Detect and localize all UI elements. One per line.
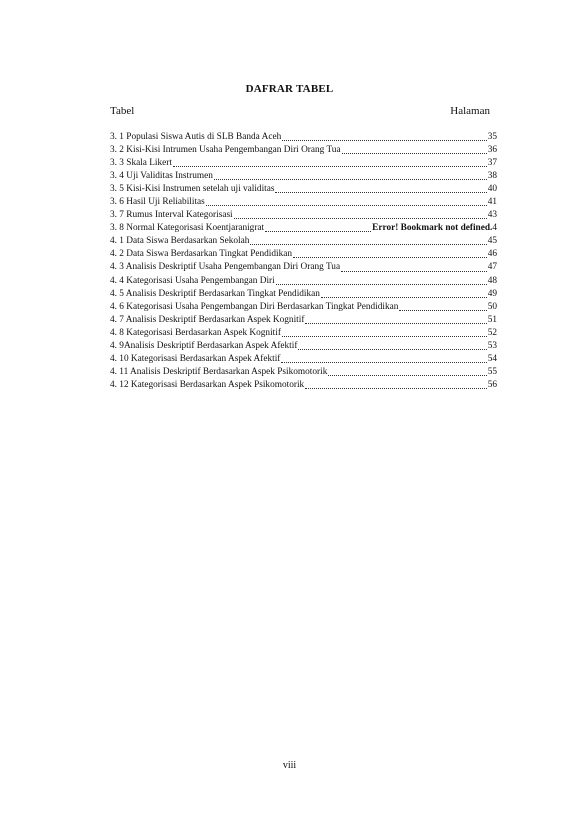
dot-leader <box>305 388 487 389</box>
toc-entry[interactable] <box>110 275 497 288</box>
dot-leader <box>293 257 487 258</box>
dot-leader <box>341 271 487 272</box>
toc-entry-label: 4. 2 Data Siswa Berdasarkan Tingkat Pendidikan <box>110 249 293 260</box>
dot-leader <box>234 218 487 219</box>
toc-entry[interactable] <box>110 157 497 170</box>
dot-leader <box>275 192 486 193</box>
dot-leader <box>281 362 486 363</box>
toc-entry-page: 36 <box>487 145 497 156</box>
dot-leader <box>250 244 486 245</box>
toc-entry-label: 4. 11 Analisis Deskriptif Berdasarkan Aspek Psikomotorik <box>110 366 328 377</box>
dot-leader <box>276 284 487 285</box>
toc-entry-label: 4. 5 Analisis Deskriptif Berdasarkan Tingkat Pendidikan <box>110 288 320 299</box>
toc-entry[interactable] <box>110 235 497 248</box>
dot-leader <box>321 297 487 298</box>
toc-entry-label: 4. 4 Kategorisasi Usaha Pengembangan Diri <box>110 275 275 286</box>
toc-entry-page: 4 <box>492 223 497 234</box>
dot-leader <box>399 310 486 311</box>
dot-leader <box>173 166 487 167</box>
dot-leader <box>282 140 486 141</box>
dot-leader <box>206 205 487 206</box>
toc-entry-page: 52 <box>487 327 497 338</box>
table-list <box>110 131 497 392</box>
toc-entry[interactable] <box>110 327 497 340</box>
toc-entry[interactable] <box>110 288 497 301</box>
toc-entry[interactable] <box>110 314 497 327</box>
toc-entry[interactable] <box>110 353 497 366</box>
toc-entry[interactable] <box>110 340 497 353</box>
dot-leader <box>214 179 487 180</box>
toc-entry-label: 4. 9Analisis Deskriptif Berdasarkan Aspek Afektif <box>110 340 298 351</box>
toc-entry-page: 38 <box>487 171 497 182</box>
toc-entry-page: 49 <box>487 288 497 299</box>
toc-entry-label: 3. 6 Hasil Uji Reliabilitas <box>110 197 205 208</box>
page-number: viii <box>282 760 297 771</box>
toc-entry-label: 4. 8 Kategorisasi Berdasarkan Aspek Kognitif <box>110 327 281 338</box>
toc-entry-label: 4. 12 Kategorisasi Berdasarkan Aspek Psikomotorik <box>110 379 305 390</box>
toc-entry-page: 41 <box>487 197 497 208</box>
dot-leader <box>265 231 371 232</box>
toc-entry-label: 4. 7 Analisis Deskriptif Berdasarkan Aspek Kognitif <box>110 314 305 325</box>
toc-entry-page: 43 <box>487 210 497 221</box>
toc-entry[interactable] <box>110 261 497 274</box>
page-title: DAFRAR TABEL <box>245 83 334 95</box>
bookmark-error-text: Error! Bookmark not defined. <box>372 223 493 234</box>
toc-entry-page: 37 <box>487 158 497 169</box>
toc-entry[interactable] <box>110 183 497 196</box>
toc-entry[interactable] <box>110 196 497 209</box>
toc-entry-page: 56 <box>487 379 497 390</box>
toc-entry-label: 4. 6 Kategorisasi Usaha Pengembangan Diri Berdasarkan Tingkat Pendidikan <box>110 301 399 312</box>
column-header-tabel: Tabel <box>110 105 135 117</box>
toc-entry-page: 35 <box>487 132 497 142</box>
toc-entry[interactable] <box>110 248 497 261</box>
toc-entry-label: 3. 5 Kisi-Kisi Instrumen setelah uji validitas <box>110 184 275 195</box>
dot-leader <box>298 349 486 350</box>
toc-entry-label: 4. 1 Data Siswa Berdasarkan Sekolah <box>110 236 250 247</box>
toc-entry-page: 40 <box>487 184 497 195</box>
toc-entry-page: 55 <box>487 366 497 377</box>
toc-entry-page: 47 <box>487 262 497 273</box>
toc-entry-page: 46 <box>487 249 497 260</box>
column-header-halaman: Halaman <box>450 105 490 117</box>
toc-entry[interactable] <box>110 209 497 222</box>
toc-entry[interactable] <box>110 144 497 157</box>
toc-entry-page: 54 <box>487 353 497 364</box>
toc-entry[interactable] <box>110 170 497 183</box>
toc-entry-page: 53 <box>487 340 497 351</box>
dot-leader <box>305 323 486 324</box>
toc-entry-label: 4. 3 Analisis Deskriptif Usaha Pengembangan Diri Orang Tua <box>110 262 341 273</box>
toc-entry-label: 4. 10 Kategorisasi Berdasarkan Aspek Afektif <box>110 353 281 364</box>
toc-entry[interactable] <box>110 379 497 392</box>
toc-entry-page: 50 <box>487 301 497 312</box>
toc-entry-label: 3. 3 Skala Likert <box>110 158 172 169</box>
dot-leader <box>342 153 487 154</box>
toc-entry-label: 3. 8 Normal Kategorisasi Koentjaranigrat <box>110 223 265 234</box>
toc-entry[interactable] <box>110 131 497 144</box>
toc-entry[interactable] <box>110 222 497 235</box>
toc-entry[interactable] <box>110 301 497 314</box>
toc-entry-page: 51 <box>487 314 497 325</box>
toc-entry-label: 3. 7 Rumus Interval Kategorisasi <box>110 210 233 221</box>
toc-entry-page: 45 <box>487 236 497 247</box>
toc-entry[interactable] <box>110 366 497 379</box>
toc-entry-page: 48 <box>487 275 497 286</box>
dot-leader <box>328 375 486 376</box>
toc-entry-label: 3. 1 Populasi Siswa Autis di SLB Banda Aceh <box>110 132 282 142</box>
toc-entry-label: 3. 4 Uji Validitas Instrumen <box>110 171 213 182</box>
dot-leader <box>282 336 487 337</box>
toc-entry-label: 3. 2 Kisi-Kisi Intrumen Usaha Pengembangan Diri Orang Tua <box>110 145 341 156</box>
